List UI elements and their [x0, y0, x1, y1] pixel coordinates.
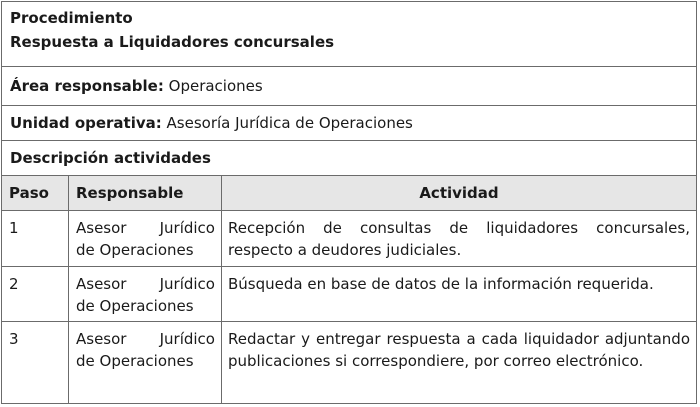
header-responsible-cell — [69, 176, 222, 210]
header-activity: Actividad — [419, 184, 499, 202]
procedure-label: Procedimiento — [10, 9, 133, 27]
header-activity-cell — [222, 176, 696, 210]
step-cell — [2, 211, 69, 266]
unit-row — [2, 106, 696, 141]
step-number: 1 — [9, 219, 19, 237]
responsible-line-1: Asesor Jurídico — [76, 330, 215, 348]
procedure-document — [1, 1, 697, 404]
unit-line — [10, 112, 413, 135]
step-cell — [2, 267, 69, 321]
activity-cell — [222, 211, 696, 266]
responsible-cell — [69, 211, 222, 266]
activity-line-1: Redactar y entregar respuesta a cada liquidador adjuntando — [228, 330, 690, 348]
responsible-line-2: de Operaciones — [76, 297, 194, 315]
description-label: Descripción actividades — [10, 149, 211, 167]
activity-line-2: respecto a deudores judiciales. — [228, 241, 462, 259]
responsible-line-1: Asesor Jurídico — [76, 275, 215, 293]
responsible-line-2: de Operaciones — [76, 241, 194, 259]
area-label: Área responsable: — [10, 77, 164, 95]
header-step: Paso — [9, 184, 49, 202]
header-step-cell — [2, 176, 69, 210]
activity-cell — [222, 322, 696, 403]
step-number: 3 — [9, 330, 19, 348]
activity-cell — [222, 267, 696, 321]
table-row — [2, 322, 696, 403]
responsible-line-2: de Operaciones — [76, 352, 194, 370]
responsible-cell — [69, 322, 222, 403]
responsible-cell — [69, 267, 222, 321]
procedure-header — [2, 2, 696, 67]
table-header-row — [2, 176, 696, 211]
area-line — [10, 75, 263, 98]
activity-line-1: Recepción de consultas de liquidadores concursales, — [228, 219, 690, 237]
activity-line-2: publicaciones si correspondiere, por correo electrónico. — [228, 352, 644, 370]
responsible-line-1: Asesor Jurídico — [76, 219, 215, 237]
procedure-title: Respuesta a Liquidadores concursales — [10, 33, 335, 51]
unit-value: Asesoría Jurídica de Operaciones — [166, 114, 413, 132]
step-number: 2 — [9, 275, 19, 293]
unit-label: Unidad operativa: — [10, 114, 162, 132]
table-row — [2, 267, 696, 322]
area-value: Operaciones — [168, 77, 263, 95]
table-row — [2, 211, 696, 267]
step-cell — [2, 322, 69, 403]
description-row — [2, 141, 696, 176]
activity-line-1: Búsqueda en base de datos de la información requerida. — [228, 275, 654, 293]
header-responsible: Responsable — [76, 184, 184, 202]
area-row — [2, 67, 696, 106]
